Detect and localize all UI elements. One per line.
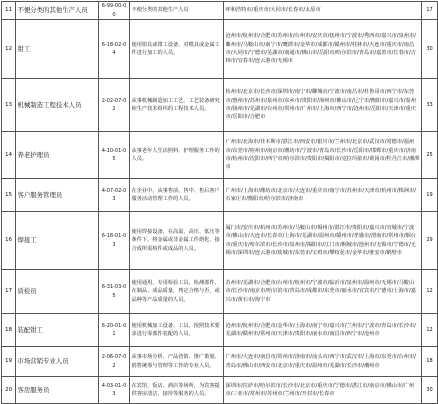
city-list: 沧州市/杭州市/合肥市/金华市/上海市/南宁市/嘉兴市/兰州市/宁波市/青岛市/长沙市/芜湖市/赣州市/常州市/天津市/贵阳市/丽水市/南昌市/西宁市/沧州市 [224, 314, 422, 347]
occupation-table [1, 1, 438, 404]
city-count: 12 [422, 270, 438, 314]
city-list: 深圳市/拉萨市/哈尔滨市/长沙市/北京市/重庆市/宁德市/湛江市/南京市/佛山市/广州市/三亚市/常州市/苏州市/兰州市/开封市/长春市 [224, 377, 422, 404]
occupation-name: 焊接工 [16, 212, 99, 270]
city-count: 12 [422, 314, 438, 347]
row-number: 14 [2, 132, 16, 179]
occupation-description: 在宾馆、饭店、酒店等场所，为宾客提供客房清洁、接待等服务的人员。 [130, 377, 224, 404]
row-number: 16 [2, 212, 16, 270]
city-count: 19 [422, 179, 438, 212]
occupation-code: 6-18-02-04 [99, 20, 130, 79]
table-row [2, 377, 438, 404]
occupation-code: 4-07-02-03 [99, 179, 130, 212]
occupation-description: 从事机械制造加工工艺、工艺装备研究和生产技术组织的工程技术人员。 [130, 79, 224, 132]
occupation-name: 市场营销专业人员 [16, 347, 99, 377]
occupation-code: 6-18-01-03 [99, 212, 130, 270]
row-number: 19 [2, 347, 16, 377]
table-row [2, 347, 438, 377]
table-row [2, 179, 438, 212]
occupation-description: 从事老年人生活照料、护理服务工作的人员。 [130, 132, 224, 179]
table-row [2, 314, 438, 347]
row-number: 18 [2, 314, 16, 347]
occupation-description: 使用焊接设备，在高温、高压、低压等条件下，将金属或非金属工件熔化、接合成所需构件或成品的人员。 [130, 212, 224, 270]
occupation-description: 使用通用、专用检验工具，检测部件、在制品、成品质量，判定合格与否，或品种等产品质量的人员。 [130, 270, 224, 314]
city-list: 厦门市/安庆市/杭州市/苏州市/马鞍山市/锡州市/湛江市/贵阳市/嘉兴市/宜城市/宁波市/佛山市/大连市/长春市/上海市/芜湖市/温州市/赣州市/孝感市/渭南市/常州市/烟台市/重庆市/哈尔滨市/长沙市/泉州市/揭阳市/江门市/桐城市/池州市/无锡市/宁德市/无锡市/深圳市/连云港市/盐城市/东莞市/宝鸡市/攀枝花市/金华市/淮安市/鹤壁市 [224, 212, 422, 270]
city-count: 18 [422, 347, 438, 377]
table-body [2, 2, 438, 404]
occupation-name: 客房服务员 [16, 377, 99, 404]
city-list: 苏州市/芜湖市/合肥市/台州市/杭州市/宁波市/临沂市/泉州市/温州市/无锡市/马鞍山市/长沙市/南京市/哈尔滨市/青岛市/成都市/东莞市/丽水市/宜宾市/宁德市/上海市/嘉兴市/黄石市/海宁市 [224, 270, 422, 314]
occupation-name: 不便分类的其他生产人员 [16, 2, 99, 20]
row-number: 17 [2, 270, 16, 314]
table-row [2, 212, 438, 270]
city-list: 广州市/上海市/潍坊市/北京市/大连市/重庆市/南宁市/苏州市/天津市/杭州市/株洲市/石家庄市/衡阳市/哈尔滨市/济南市 [224, 179, 422, 212]
row-number: 15 [2, 179, 16, 212]
occupation-name: 钳工 [16, 20, 99, 79]
table-row [2, 270, 438, 314]
city-count: 30 [422, 20, 438, 79]
table-row [2, 20, 438, 79]
row-number: 11 [2, 2, 16, 20]
occupation-description: 使用钳具或钳工设备，对模具或金属工件进行加工的人员。 [130, 20, 224, 79]
occupation-name: 装配钳工 [16, 314, 99, 347]
occupation-name: 客户服务管理员 [16, 179, 99, 212]
table-row [2, 79, 438, 132]
occupation-description: 使用机械加工设备、工具，按照技术要求进行零部件装配的人员。 [130, 314, 224, 347]
occupation-description: 不便分类的其他生产人员 [130, 2, 224, 20]
occupation-code: 2-02-07-02 [99, 79, 130, 132]
occupation-code: 4-03-01-03 [99, 377, 130, 404]
occupation-description: 从事市场分析、产品营销、推广策划、销售统筹与管理等工作的专业人员。 [130, 347, 224, 377]
occupation-name: 质检员 [16, 270, 99, 314]
occupation-name: 机械制造工程技术人员 [16, 79, 99, 132]
city-count: 33 [422, 79, 438, 132]
city-count: 17 [422, 2, 438, 20]
city-list: 广州市/大连市/南昌市/常州市/济南市/汕头市/西宁市/武汉市/上海市/东莞市/台州市/青岛市/佛山市/西安市/北京市/重庆市/温州市/芜湖市/长沙市/潮州市 [224, 347, 422, 377]
occupation-code: 4-10-01-05 [99, 132, 130, 179]
row-number: 20 [2, 377, 16, 404]
city-list: 呼和浩特市/重庆市/大同市/长春市/太原市 [224, 2, 422, 20]
occupation-name: 养老护理员 [16, 132, 99, 179]
occupation-code: 2-06-07-02 [99, 347, 130, 377]
table-row [2, 2, 438, 20]
city-count: 30 [422, 377, 438, 404]
city-list: 沧州市/杭州市/合肥市/苏州市/台州市/安庆市/抚州市/宁波市/秀西市/嘉兴市/泉州市/衢州市/马鞍山市/南宁市/鹰潭市/金华市/成都市/赣州市/桂林市/大连市/重庆市/南昌市/大同市/宁德市/芜湖市/南通市/佛山市/岳阳市/哈尔滨市/青岛市/嘉善市/长春市/吉林市/宜春市/连云港市/无锡市 [224, 20, 422, 79]
city-list: 杭州市/北京市/长沙市/深圳市/南宁市/聊城市/宁波市/南昌市/杜鲁哥市/西宁市/东莞市/惠州市/苏州市/泉州市/东乡市/贵阳市/漳州市/佛山市/辽宁市/衡阳市/嘉兴市/泰州市/扬州市/芜湖市/台州市/常州市/广州市/上海市/西宁市/沧州市/岳阳市/天津市/重庆市/岳阳市/合肥市 [224, 79, 422, 132]
row-number: 13 [2, 79, 16, 132]
table-row [2, 132, 438, 179]
occupation-code: 6-20-01-01 [99, 314, 130, 347]
occupation-description: 在企业中，从事售前、售中、售后客户服务活动管理工作的人员。 [130, 179, 224, 212]
city-count: 29 [422, 212, 438, 270]
occupation-code: 6-31-03-05 [99, 270, 130, 314]
occupation-code: 6-99-00-00 [99, 2, 130, 20]
city-list: 广州市/北海市/佳木斯市/湛江市/西安市/银川市/兰州市/北京市/武汉市/常德市/福州市/东莞市/宿州市/南京市/潍坊市/宁波市/青岛市/长沙市/岳阳市/邯郸市/重庆市/济南市/杭州市/沈阳市/西宁市/哈尔滨市/贵阳市/揭阳市/克拉玛依市/黄冈市/牡丹江市/湘潭市 [224, 132, 422, 179]
row-number: 12 [2, 20, 16, 79]
city-count: 25 [422, 132, 438, 179]
